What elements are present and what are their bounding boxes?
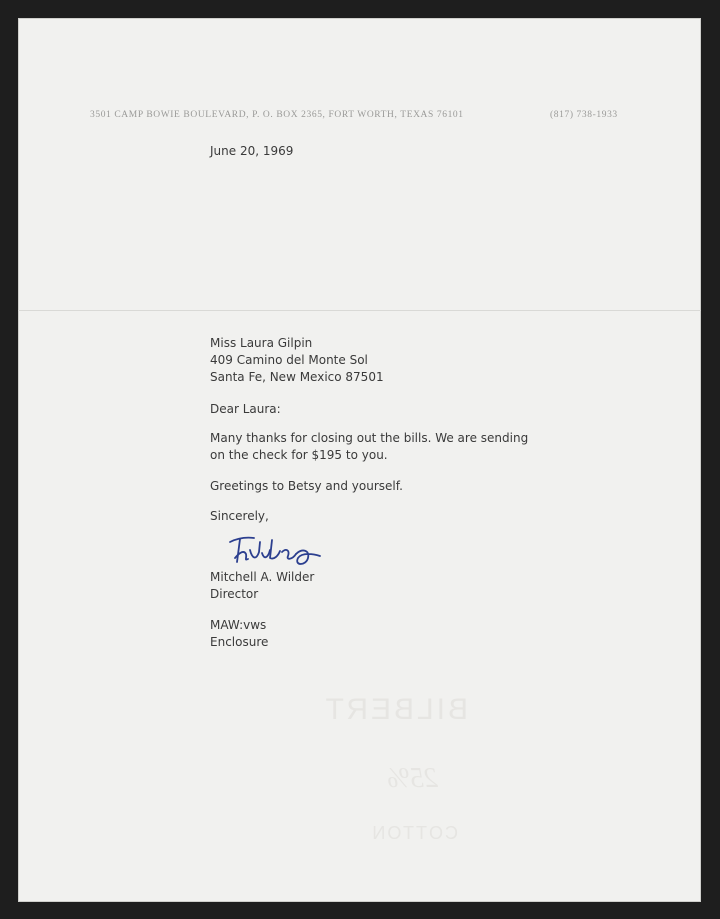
salutation: Dear Laura: [210, 402, 281, 416]
signer-name: Mitchell A. Wilder [210, 570, 315, 584]
closing: Sincerely, [210, 509, 269, 523]
fold-line [18, 310, 701, 311]
watermark-show-through: BILBERT 25% COTTON [322, 693, 468, 843]
enclosure-note: Enclosure [210, 635, 269, 649]
letter-page [18, 18, 701, 902]
recipient-address-block [210, 335, 384, 386]
body-line: Many thanks for closing out the bills. We are sending [210, 431, 529, 445]
letter-date: June 20, 1969 [210, 144, 294, 158]
signature-block [210, 569, 314, 603]
reference-block [210, 617, 268, 651]
signer-title: Director [210, 587, 259, 601]
handwritten-signature [224, 528, 324, 574]
recipient-city: Santa Fe, New Mexico 87501 [210, 370, 384, 384]
letterhead-address: 3501 CAMP BOWIE BOULEVARD, P. O. BOX 2365, FORT WORTH, TEXAS 76101 [90, 110, 464, 120]
recipient-street: 409 Camino del Monte Sol [210, 353, 368, 367]
recipient-name: Miss Laura Gilpin [210, 336, 313, 350]
body-line: on the check for $195 to you. [210, 448, 388, 462]
letter-body [210, 430, 528, 464]
greeting-line: Greetings to Betsy and yourself. [210, 479, 403, 493]
reference-initials: MAW:vws [210, 618, 267, 632]
letterhead-phone: (817) 738-1933 [550, 110, 618, 120]
